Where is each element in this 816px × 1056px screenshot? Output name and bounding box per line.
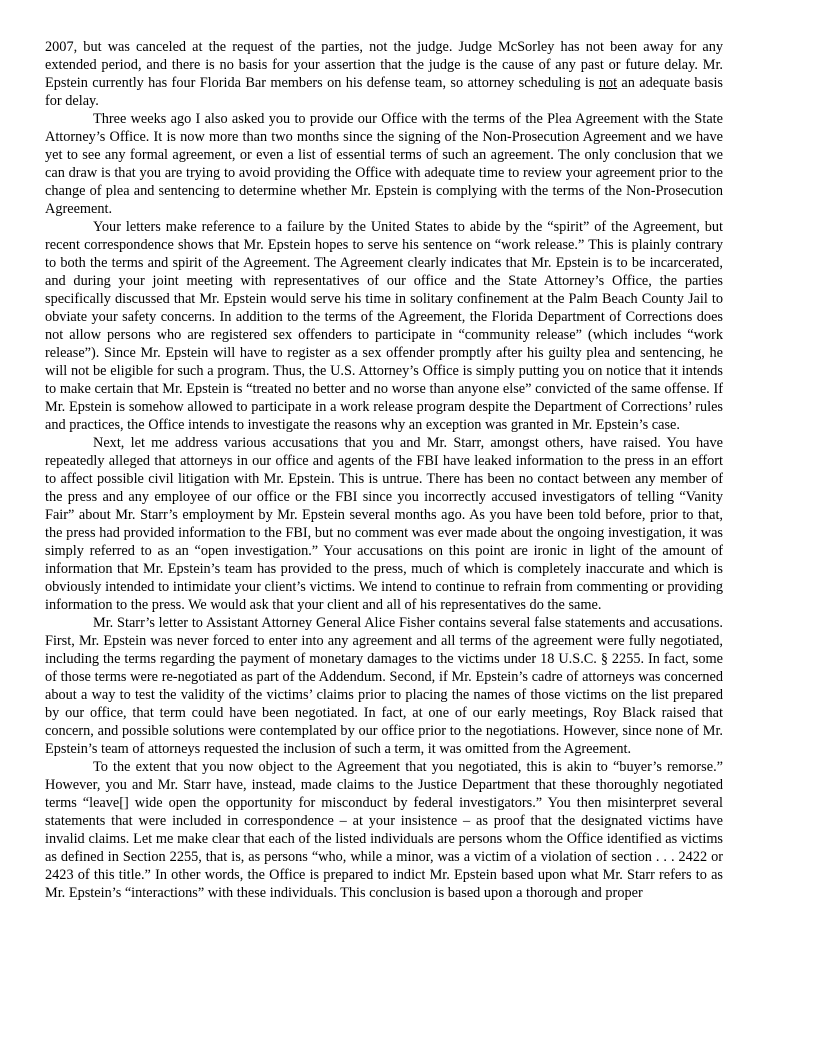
paragraph-scheduling-text: 2007, but was canceled at the request of the parties, not the judge. Judge McSorley has not been away for any extended period, and there is no basis for your assertion that the judge is the cause of any past or future delay. Mr. Epstein currently has four Florida Bar members on his defense team, so attorney scheduling is [45,39,723,91]
paragraph-work-release: Your letters make reference to a failure by the United States to abide by the “spirit” of the Agreement, but recent correspondence shows that Mr. Epstein hopes to serve his sentence on “work release.” This is plainly contrary to both the terms and spirit of the Agreement. The Agreement clearly indicates that Mr. Epstein is to be incarcerated, and during your joint meeting with representatives of our office and the State Attorney’s Office, the parties specifically discussed that Mr. Epstein would serve his time in solitary confinement at the Palm Beach County Jail to obviate your safety concerns. In addition to the terms of the Agreement, the Florida Department of Corrections does not allow persons who are registered sex offenders to participate in “community release” (which includes “work release”). Since Mr. Epstein will have to register as a sex offender promptly after his guilty plea and sentencing, he will not be eligible for such a program. Thus, the U.S. Attorney’s Office is simply putting you on notice that it intends to make certain that Mr. Epstein is “treated no better and no worse than anyone else” convicted of the same offense. If Mr. Epstein is somehow allowed to participate in a work release program despite the Department of Corrections’ rules and practices, the Office intends to investigate the reasons why an exception was granted in Mr. Epstein’s case. [45,219,723,433]
paragraph-scheduling [45,38,723,110]
paragraph-press-accusations: Next, let me address various accusations that you and Mr. Starr, amongst others, have raised. You have repeatedly alleged that attorneys in our office and agents of the FBI have leaked information to the press in an effort to affect possible civil litigation with Mr. Epstein. This is untrue. There has been no contact between any member of the press and any employee of our office or the FBI since you incorrectly accused investigators of telling “Vanity Fair” about Mr. Starr’s employment by Mr. Epstein several months ago. As you have been told before, prior to that, the press had provided information to the FBI, but no comment was ever made about the ongoing investigation, it was simply referred to as an “open investigation.” Your accusations on this point are ironic in light of the amount of information that Mr. Epstein’s team has provided to the press, much of which is completely inaccurate and which is obviously intended to intimidate your client’s victims. We intend to continue to refrain from commenting or providing information to the press. We would ask that your client and all of his representatives do the same. [45,435,723,613]
paragraph-scheduling-end: an adequate basis for delay. [45,75,723,109]
paragraph-plea-agreement: Three weeks ago I also asked you to provide our Office with the terms of the Plea Agreement with the State Attorney’s Office. It is now more than two months since the signing of the Non-Prosecution Agreement and we have yet to see any formal agreement, or even a list of essential terms of such an agreement. The only conclusion that we can draw is that you are trying to avoid providing the Office with adequate time to review your agreement prior to the change of plea and sentencing to determine whether Mr. Epstein is complying with the terms of the Non-Prosecution Agreement. [45,111,723,217]
paragraph-buyers-remorse: To the extent that you now object to the Agreement that you negotiated, this is akin to “buyer’s remorse.” However, you and Mr. Starr have, instead, made claims to the Justice Department that these thoroughly negotiated terms “leave[] wide open the opportunity for misconduct by federal investigators.” You then misinterpret several statements that were included in correspondence – at your insistence – as proof that the designated victims have invalid claims. Let me make clear that each of the listed individuals are persons whom the Office identified as victims as defined in Section 2255, that is, as persons “who, while a minor, was a victim of a violation of section . . . 2422 or 2423 of this title.” In other words, the Office is prepared to indict Mr. Epstein based upon what Mr. Starr refers to as Mr. Epstein’s “interactions” with these individuals. This conclusion is based upon a thorough and proper [45,759,723,901]
underlined-not: not [598,75,618,91]
letter-page [45,38,723,902]
paragraph-starr-letter: Mr. Starr’s letter to Assistant Attorney General Alice Fisher contains several false statements and accusations. First, Mr. Epstein was never forced to enter into any agreement and all terms of the agreement were fully negotiated, including the terms regarding the payment of monetary damages to the victims under 18 U.S.C. § 2255. In fact, some of those terms were re-negotiated as part of the Addendum. Second, if Mr. Epstein’s cadre of attorneys was concerned about a way to test the validity of the victims’ claims prior to placing the names of those victims on the list prepared by our office, that term could have been negotiated. In fact, at one of our early meetings, Roy Black raised that concern, and possible solutions were contemplated by our office prior to the negotiations. However, since none of Mr. Epstein’s team of attorneys requested the inclusion of such a term, it was omitted from the Agreement. [45,615,723,757]
